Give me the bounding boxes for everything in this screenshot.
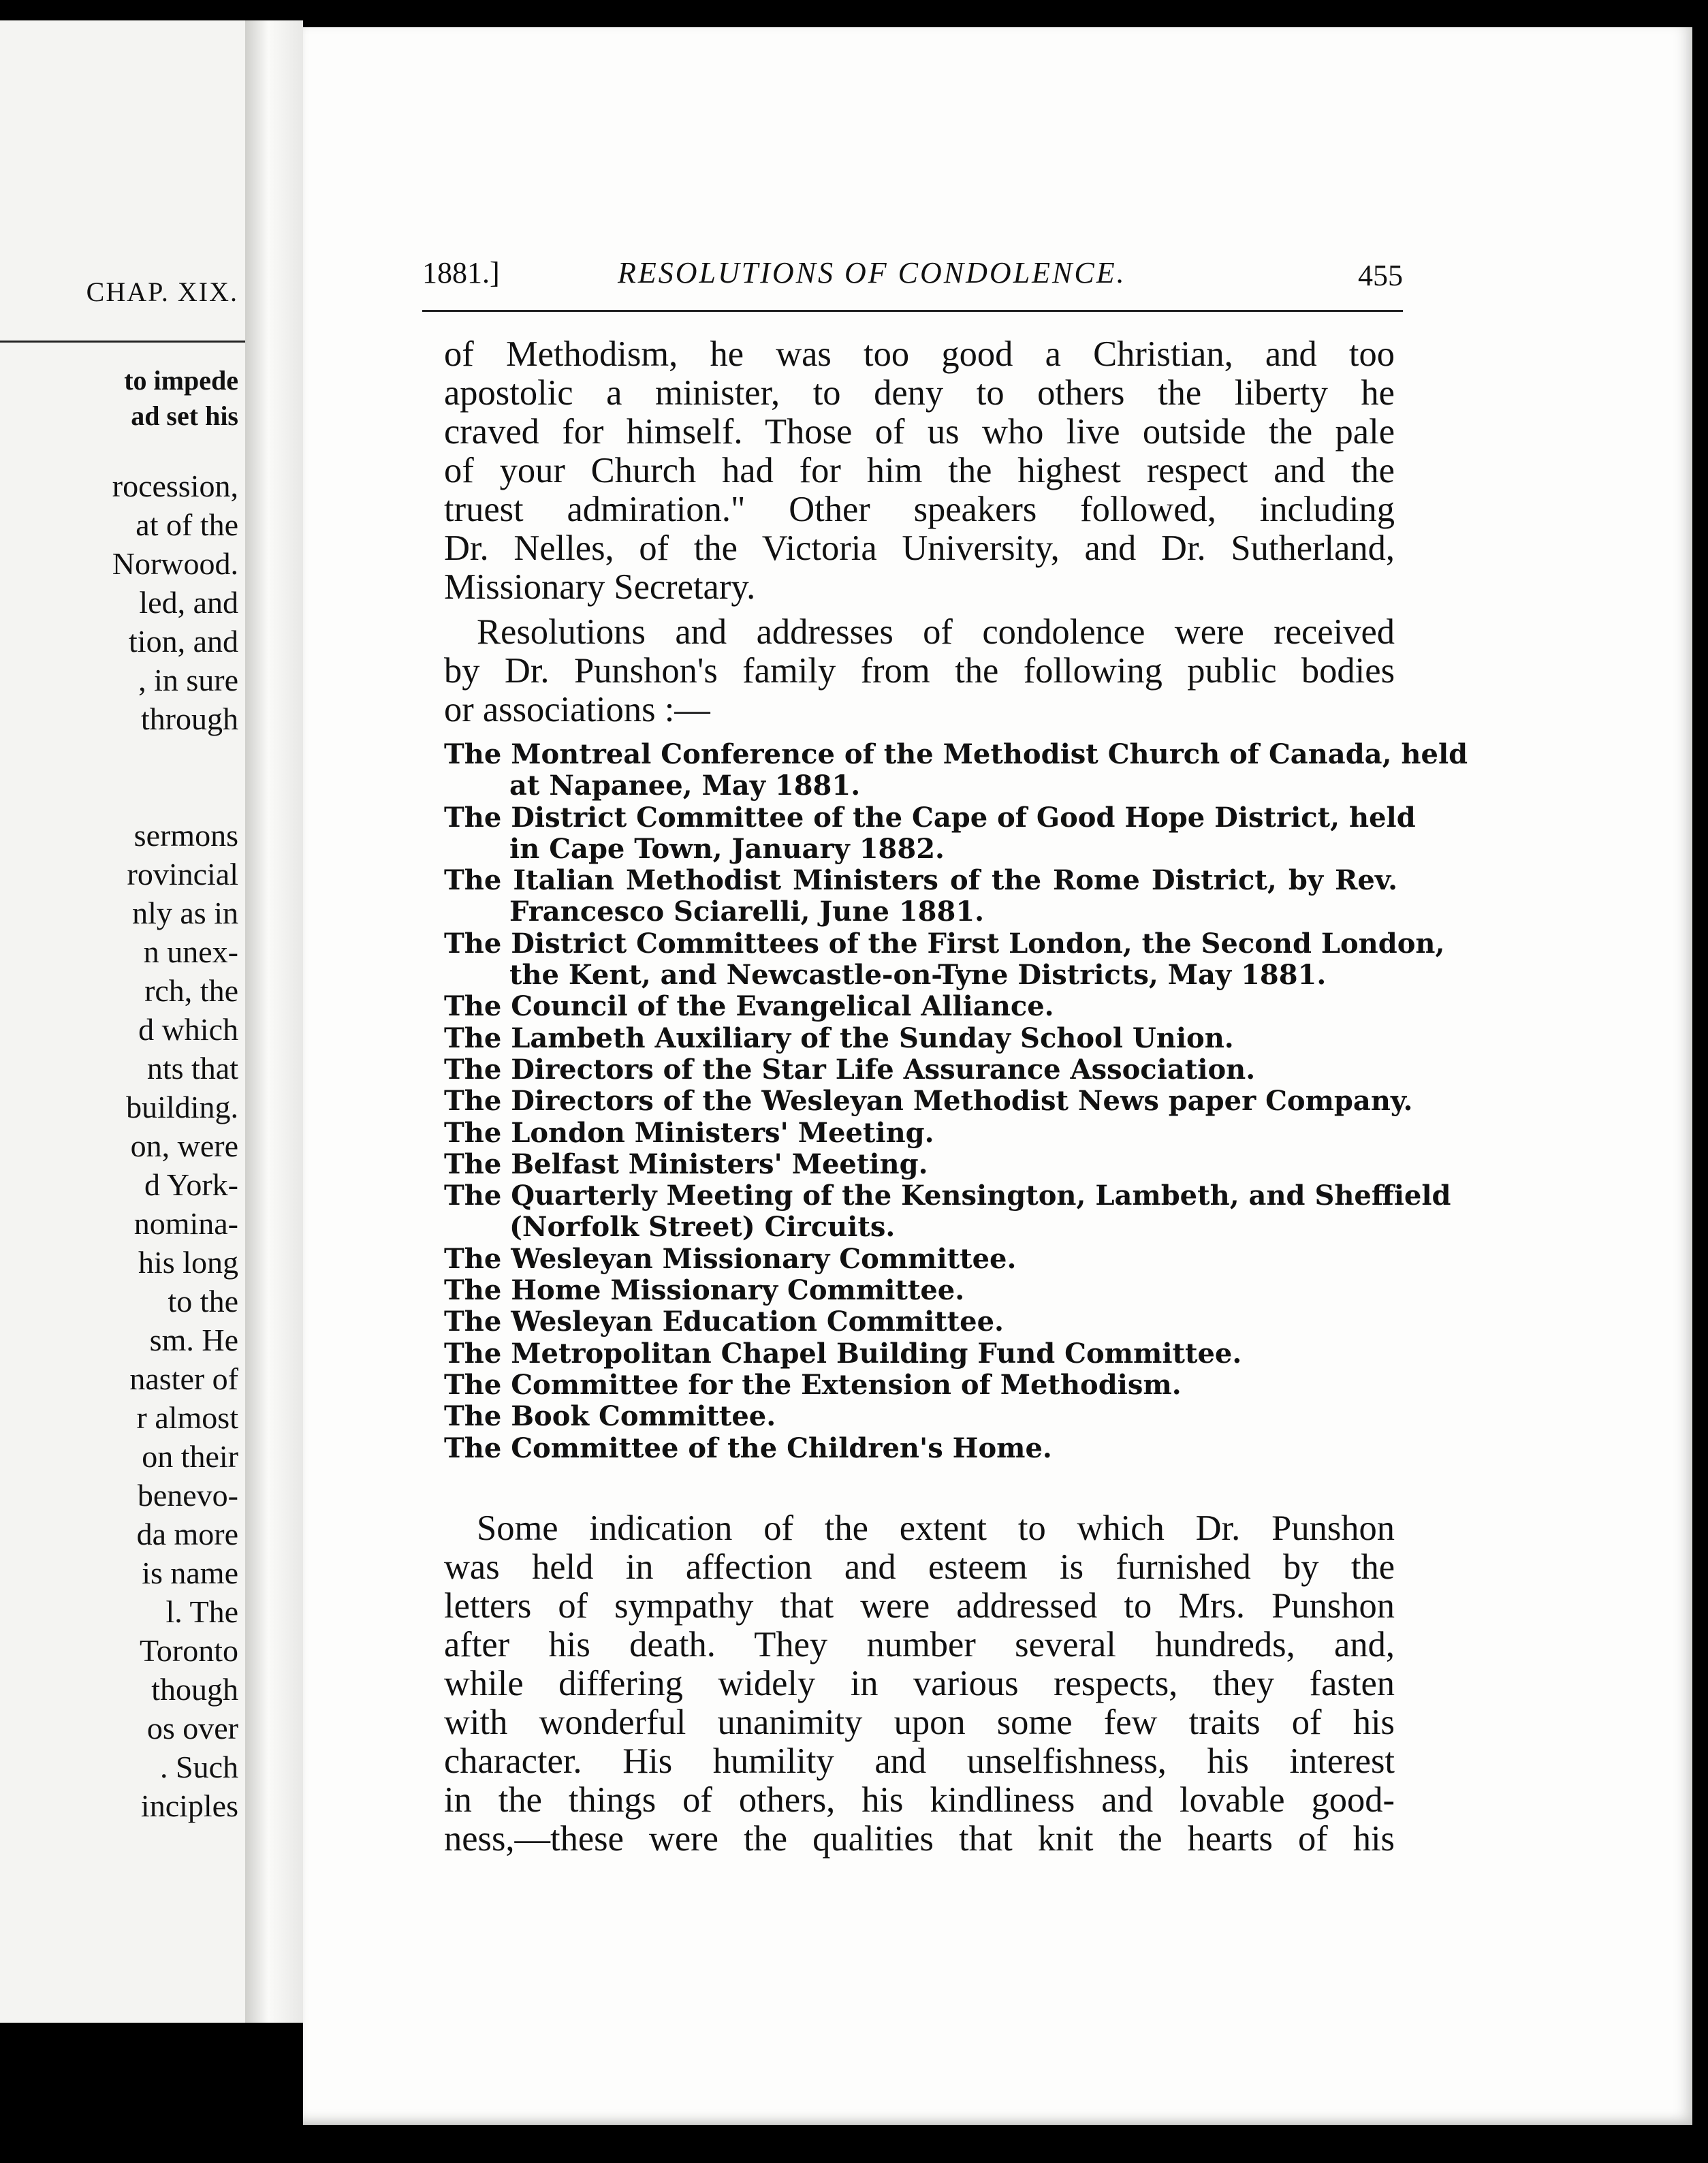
text-line: Some indication of the extent to which Dr. Punshon	[477, 1509, 1395, 1548]
condolence-bodies-list	[444, 738, 1468, 1464]
list-item	[444, 738, 1468, 802]
list-item-line: The Directors of the Star Life Assurance Association.	[444, 1053, 1256, 1086]
list-item-line: The Council of the Evangelical Alliance.	[444, 990, 1054, 1023]
previous-page-line: ad set his	[131, 400, 238, 431]
previous-page-head-rule	[0, 341, 245, 343]
list-item	[444, 865, 1397, 928]
previous-page-line: sermons	[133, 818, 238, 853]
previous-page-line: benevo-	[137, 1478, 238, 1513]
previous-page-line: os over	[146, 1711, 238, 1746]
previous-page-line: da more	[136, 1517, 238, 1551]
previous-page-line: l. The	[165, 1594, 238, 1629]
list-item-line: The Italian Methodist Ministers of the Rome District, by Rev.	[444, 864, 1397, 897]
previous-page-line: n unex-	[143, 934, 238, 969]
previous-page-line: to impede	[124, 365, 238, 396]
list-item-line: The Wesleyan Missionary Committee.	[444, 1242, 1017, 1275]
previous-page-line: on, were	[130, 1128, 238, 1163]
text-line: of Methodism, he was too good a Christian, and too	[444, 334, 1395, 374]
previous-page-running-head: CHAP. XIX.	[86, 277, 238, 307]
text-line: Missionary Secretary.	[444, 567, 756, 607]
previous-page-line: nomina-	[133, 1206, 238, 1241]
previous-page-line: Norwood.	[112, 546, 238, 581]
text-line: letters of sympathy that were addressed to Mrs. Punshon	[444, 1586, 1395, 1626]
list-item-line: The District Committees of the First London, the Second London,	[444, 927, 1445, 960]
text-line: of your Church had for him the highest respect and the	[444, 451, 1395, 490]
text-line: was held in affection and esteem is furnished by the	[444, 1547, 1395, 1587]
list-item-continuation: Francesco Sciarelli, June 1881.	[509, 896, 985, 928]
list-item	[444, 801, 1416, 866]
list-item	[444, 1149, 1397, 1180]
previous-page-line: is name	[142, 1556, 238, 1590]
list-item	[444, 1338, 1397, 1370]
text-line: character. His humility and unselfishness, his interest	[444, 1741, 1395, 1781]
list-item	[444, 1180, 1451, 1244]
previous-page-line: sm. He	[149, 1323, 238, 1357]
previous-page-line: though	[151, 1672, 238, 1707]
list-item	[444, 1433, 1397, 1464]
text-line: Dr. Nelles, of the Victoria University, and Dr. Sutherland,	[444, 528, 1395, 568]
list-item-line: The Committee of the Children's Home.	[444, 1432, 1052, 1464]
previous-page-line: tion, and	[129, 624, 238, 659]
list-item-line: The Belfast Ministers' Meeting.	[444, 1148, 928, 1180]
list-item-line: The Montreal Conference of the Methodist Church of Canada, held	[444, 738, 1468, 770]
previous-page-line: rovincial	[127, 857, 238, 891]
list-item	[444, 927, 1445, 992]
running-head-title: RESOLUTIONS OF CONDOLENCE.	[618, 256, 1126, 289]
list-item-line: The Home Missionary Committee.	[444, 1274, 965, 1307]
previous-page-line: . Such	[160, 1750, 238, 1784]
previous-page-line: d which	[138, 1012, 238, 1047]
text-line: truest admiration." Other speakers followed, including	[444, 490, 1395, 529]
list-item-line: The Lambeth Auxiliary of the Sunday School Union.	[444, 1022, 1234, 1054]
page-number: 455	[1358, 259, 1403, 292]
list-item-line: The Quarterly Meeting of the Kensington, Lambeth, and Sheffield	[444, 1180, 1451, 1212]
previous-page-line: through	[140, 701, 238, 736]
text-line: after his death. They number several hundreds, and,	[444, 1625, 1395, 1664]
list-item	[444, 991, 1397, 1022]
list-item-line: The Committee for the Extension of Methodism.	[444, 1368, 1182, 1401]
list-item	[444, 1085, 1413, 1118]
previous-page-line: at of the	[136, 507, 238, 542]
text-line: apostolic a minister, to deny to others the liberty he	[444, 373, 1395, 413]
text-line: or associations :—	[444, 690, 710, 729]
list-item	[444, 1370, 1397, 1401]
text-line: in the things of others, his kindliness and lovable good-	[444, 1780, 1395, 1820]
previous-page-line: rocession,	[112, 469, 238, 503]
list-item-line: The Metropolitan Chapel Building Fund Committee.	[444, 1337, 1242, 1370]
previous-page-line: his long	[138, 1245, 238, 1280]
text-line: Resolutions and addresses of condolence were received	[477, 612, 1395, 652]
text-line: with wonderful unanimity upon some few traits of his	[444, 1703, 1395, 1742]
list-item-continuation: at Napanee, May 1881.	[509, 770, 861, 802]
text-line: ness,—these were the qualities that knit the hearts of his	[444, 1819, 1395, 1859]
list-item-line: The Wesleyan Education Committee.	[444, 1306, 1004, 1338]
previous-page-line: Toronto	[140, 1633, 238, 1668]
previous-page-line: , in sure	[138, 663, 238, 697]
previous-page-line: r almost	[136, 1400, 238, 1435]
list-item-continuation: the Kent, and Newcastle-on-Tyne Districts, May 1881.	[509, 959, 1327, 992]
paragraph-methodism-quote	[444, 335, 1395, 607]
list-item	[444, 1306, 1397, 1338]
paragraph-resolutions-intro	[444, 613, 1395, 729]
text-line: by Dr. Punshon's family from the following public bodies	[444, 651, 1395, 691]
previous-page-line: rch, the	[144, 973, 238, 1008]
text-line: while differing widely in various respects, they fasten	[444, 1664, 1395, 1703]
running-head	[422, 255, 1403, 296]
previous-page-fragment	[0, 20, 245, 2023]
list-item	[444, 1275, 1397, 1306]
list-item	[444, 1244, 1397, 1275]
list-item-line: The District Committee of the Cape of Good Hope District, held	[444, 801, 1416, 834]
previous-page-line: inciples	[140, 1788, 238, 1823]
list-item-line: The Book Committee.	[444, 1400, 776, 1433]
previous-page-line: led, and	[139, 585, 238, 620]
list-item-continuation: in Cape Town, January 1882.	[509, 832, 945, 865]
list-item	[444, 1401, 1397, 1432]
running-head-rule	[422, 310, 1403, 312]
book-gutter	[245, 20, 303, 2023]
running-head-year: 1881.]	[422, 256, 500, 289]
list-item-line: The Directors of the Wesleyan Methodist News paper Company.	[444, 1085, 1413, 1118]
previous-page-line: naster of	[129, 1361, 238, 1396]
list-item-line: The London Ministers' Meeting.	[444, 1116, 934, 1149]
list-item	[444, 1054, 1397, 1086]
previous-page-line: d York-	[144, 1167, 238, 1202]
previous-page-line: nts that	[146, 1051, 238, 1086]
list-item	[444, 1118, 1397, 1149]
list-item	[444, 1023, 1397, 1054]
previous-page-line: building.	[126, 1090, 238, 1124]
list-item-continuation: (Norfolk Street) Circuits.	[509, 1211, 896, 1244]
paragraph-letters-of-sympathy	[444, 1509, 1395, 1859]
previous-page-line: to the	[168, 1284, 238, 1319]
text-line: craved for himself. Those of us who live outside the pale	[444, 412, 1395, 452]
previous-page-line: on their	[142, 1439, 238, 1474]
previous-page-line: nly as in	[132, 896, 238, 930]
